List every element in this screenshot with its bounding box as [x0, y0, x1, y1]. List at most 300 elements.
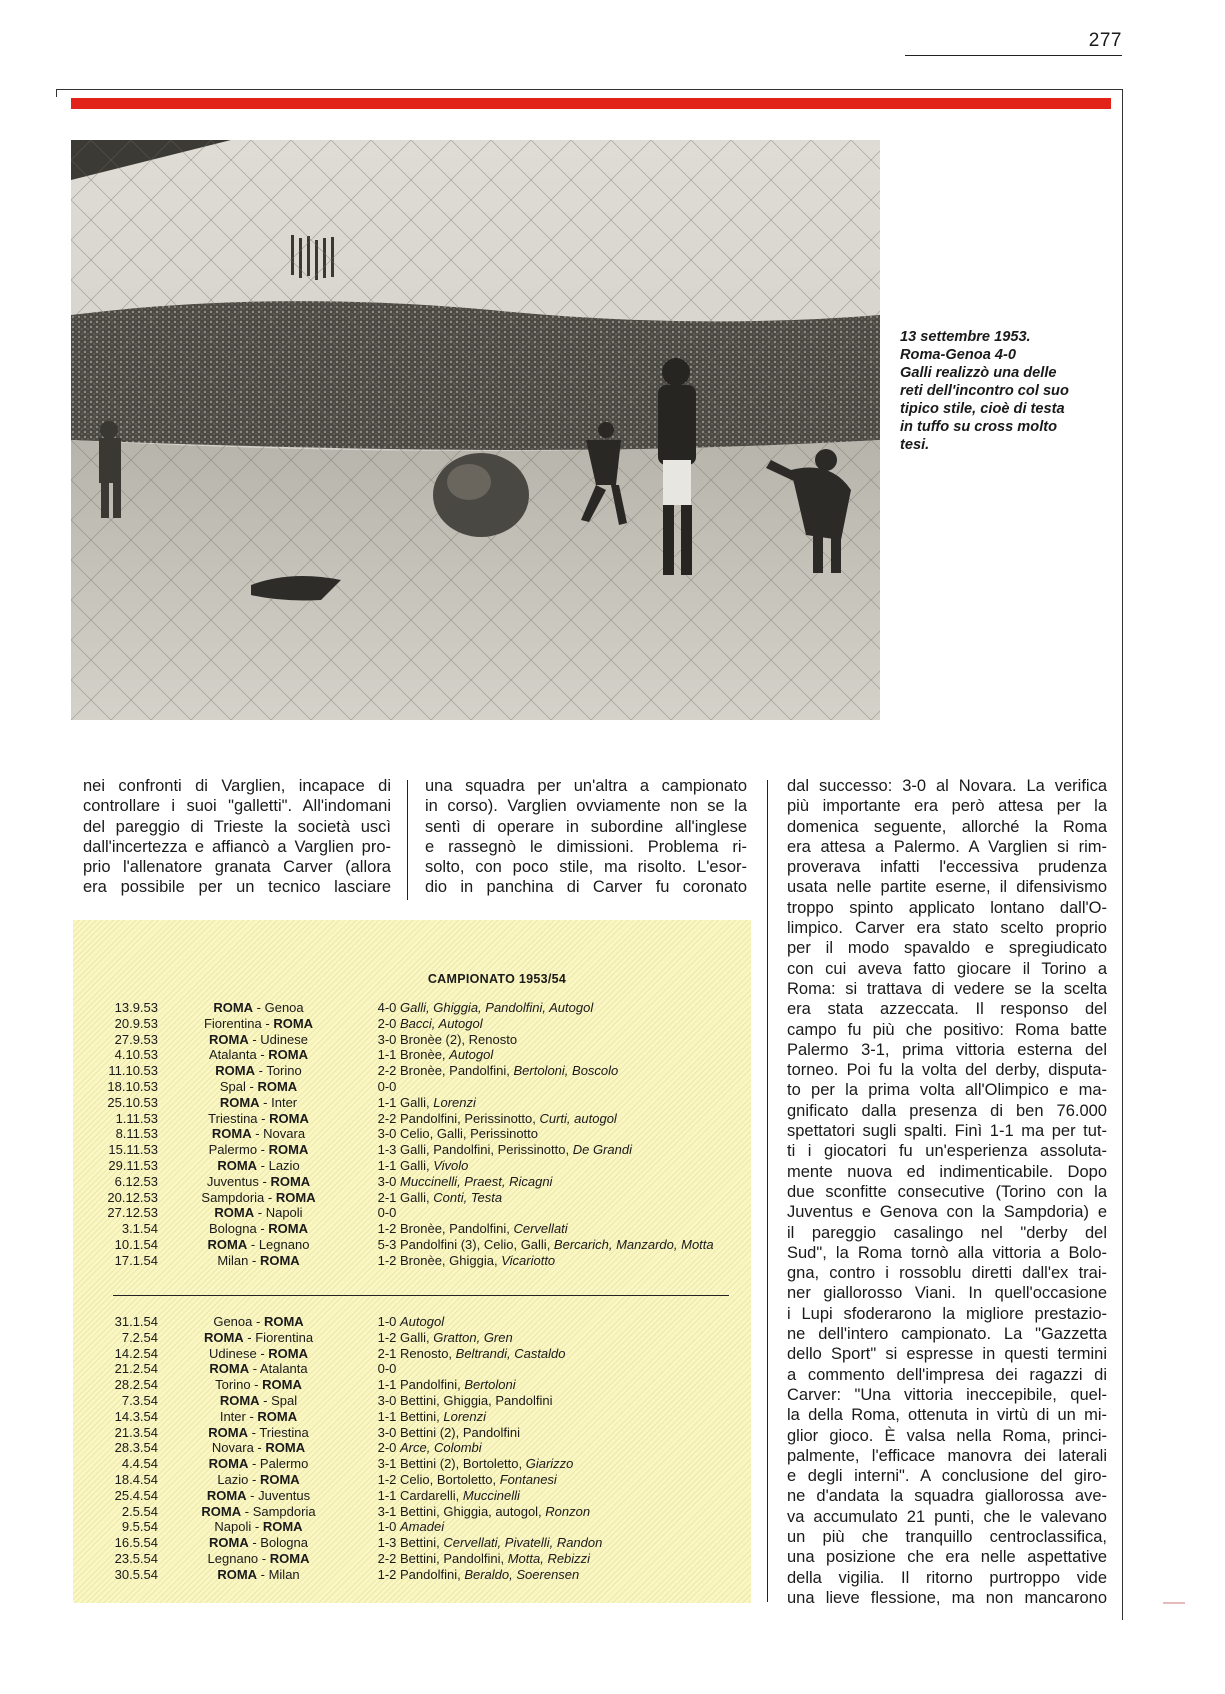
match-teams: Milan - ROMA — [217, 1252, 300, 1268]
match-teams: Novara - ROMA — [211, 1440, 306, 1456]
match-scorers: Bronèe, Pandolfini, Cervellati — [400, 1221, 568, 1237]
match-score: 1-3 — [377, 1142, 397, 1158]
table-row — [73, 1126, 751, 1142]
away-team: Milan — [268, 1566, 300, 1582]
home-team: Fiorentina — [203, 1015, 262, 1031]
away-team: Novara — [263, 1126, 306, 1142]
match-score: 5-3 — [377, 1236, 397, 1252]
match-scorers: Arce, Colombi — [400, 1440, 482, 1456]
table-row — [73, 1346, 751, 1362]
text-column-1 — [83, 776, 391, 898]
match-score: 0-0 — [377, 1078, 397, 1094]
table-row — [73, 1047, 751, 1063]
match-teams: ROMA - Napoli — [214, 1205, 303, 1221]
text-line: era stata azzeccata. Il responso del — [787, 1000, 1107, 1019]
match-score: 2-0 — [377, 1015, 397, 1031]
match-date: 21.3.54 — [114, 1424, 158, 1440]
match-score: 1-1 — [377, 1094, 397, 1110]
text-line: dal successo: 3-0 al Novara. La verifica — [787, 777, 1107, 795]
home-team: Torino — [215, 1377, 251, 1393]
table-row — [73, 1472, 751, 1488]
match-date: 6.12.53 — [114, 1173, 158, 1189]
match-date: 27.12.53 — [107, 1205, 158, 1221]
away-team: ROMA — [257, 1408, 298, 1424]
text-line: torneo. Poi fu la volta del derby, disputa- — [787, 1061, 1107, 1080]
match-teams: ROMA - Triestina — [208, 1424, 309, 1440]
home-team: ROMA — [209, 1031, 249, 1047]
away-team: ROMA — [262, 1519, 303, 1535]
table-row — [73, 1393, 751, 1409]
match-teams: Torino - ROMA — [215, 1377, 302, 1393]
home-team: Novara — [211, 1440, 254, 1456]
match-teams: ROMA - Palermo — [208, 1456, 309, 1472]
match-score: 2-1 — [377, 1189, 397, 1205]
text-line: palmente, l'efficace manovra dei laterali — [787, 1446, 1107, 1465]
match-date: 2.5.54 — [121, 1503, 158, 1519]
away-team: Sampdoria — [252, 1503, 316, 1519]
text-line: in corso). Varglien ovviamente non se la — [425, 797, 747, 816]
match-teams: Inter - ROMA — [219, 1408, 298, 1424]
home-team: ROMA — [207, 1236, 248, 1252]
match-date: 9.5.54 — [121, 1519, 158, 1535]
match-scorers: Bettini, Lorenzi — [400, 1408, 486, 1424]
home-team: Triestina — [208, 1110, 258, 1126]
match-date: 3.1.54 — [121, 1221, 158, 1237]
away-team: ROMA — [265, 1440, 306, 1456]
table-row — [73, 1567, 751, 1583]
match-date: 15.11.53 — [108, 1142, 158, 1158]
text-line: i Lupi sfoderarono la migliore prestazio- — [787, 1304, 1107, 1323]
away-team: Juventus — [258, 1487, 311, 1503]
match-scorers: Celio, Bortoletto, Fontanesi — [400, 1471, 557, 1487]
match-teams: ROMA - Lazio — [217, 1157, 300, 1173]
text-line: usata nelle partite eserne, il difensivismo — [787, 878, 1107, 897]
table-row — [73, 1488, 751, 1504]
text-line: del pareggio di Trieste la società uscì — [83, 817, 391, 836]
table-row — [73, 1330, 751, 1346]
home-team: ROMA — [208, 1456, 249, 1472]
match-score: 1-0 — [377, 1314, 397, 1329]
away-team: Fiorentina — [255, 1329, 314, 1345]
caption-line: tesi. — [900, 437, 930, 453]
match-teams: ROMA - Udinese — [209, 1031, 308, 1047]
away-team: Lazio — [268, 1157, 300, 1173]
match-date: 7.2.54 — [121, 1329, 158, 1345]
text-line: gna, contro i rossoblu diretti dall'ex trai- — [787, 1264, 1107, 1283]
table-row — [73, 1205, 751, 1221]
caption-line: in tuffo su cross molto — [900, 419, 1058, 435]
match-scorers: Celio, Galli, Perissinotto — [400, 1126, 538, 1142]
text-line: la della Roma, ottenuta in virtù di un mi- — [787, 1406, 1107, 1425]
table-row — [73, 1551, 751, 1567]
match-scorers: Galli, Conti, Testa — [400, 1189, 503, 1205]
away-team: Genoa — [264, 1000, 304, 1015]
match-score: 1-0 — [377, 1519, 397, 1535]
home-team: Atalanta — [209, 1047, 257, 1063]
text-line: spettatori sugli spalti. Finì 1-1 ma per tut- — [787, 1122, 1107, 1141]
match-scorers: Bronèe, Ghiggia, Vicariotto — [400, 1252, 556, 1268]
text-line: Juventus e Genova con la Sampdoria) e — [787, 1203, 1107, 1222]
match-scorers: Galli, Lorenzi — [400, 1094, 476, 1110]
match-scorers: Galli, Vivolo — [400, 1157, 469, 1173]
home-team: Spal — [219, 1078, 246, 1094]
table-row — [73, 1032, 751, 1048]
match-scorers: Autogol — [400, 1314, 445, 1329]
table-row — [73, 1504, 751, 1520]
match-score: 1-1 — [377, 1377, 397, 1393]
away-team: ROMA — [268, 1345, 308, 1361]
away-team: Napoli — [265, 1205, 303, 1221]
match-date: 29.11.53 — [108, 1157, 158, 1173]
away-team: ROMA — [268, 1221, 308, 1237]
home-team: Legnano — [207, 1550, 259, 1566]
match-date: 20.12.53 — [107, 1189, 158, 1205]
match-score: 2-2 — [377, 1550, 397, 1566]
text-line: glior gioco. È valsa nella Roma, princi- — [787, 1426, 1107, 1445]
match-date: 4.4.54 — [121, 1456, 158, 1472]
match-date: 16.5.54 — [114, 1535, 158, 1551]
match-date: 18.10.53 — [107, 1078, 158, 1094]
home-team: Napoli — [214, 1519, 252, 1535]
table-row — [73, 1063, 751, 1079]
away-team: ROMA — [257, 1078, 298, 1094]
text-line: solto, con poco stile, ma risolto. L'esor- — [425, 858, 747, 877]
home-team: ROMA — [203, 1329, 244, 1345]
text-line: due sconfitte consecutive (Torino con la — [787, 1182, 1107, 1201]
page-number-rule — [905, 55, 1122, 56]
home-team: ROMA — [209, 1361, 250, 1377]
match-score: 3-0 — [377, 1392, 397, 1408]
table-row — [73, 1016, 751, 1032]
match-date: 13.9.53 — [114, 1000, 158, 1015]
table-row — [73, 1190, 751, 1206]
caption-line: Galli realizzò una delle — [900, 365, 1057, 381]
away-team: Inter — [271, 1094, 298, 1110]
table-row — [73, 1425, 751, 1441]
text-line: una lieve flessione, ma non mancarono — [787, 1588, 1107, 1607]
match-date: 21.2.54 — [114, 1361, 158, 1377]
match-scorers: Pandolfini, Bertoloni — [400, 1377, 516, 1393]
match-teams: ROMA - Inter — [219, 1094, 298, 1110]
away-team: ROMA — [262, 1377, 302, 1393]
match-score: 2-0 — [377, 1440, 397, 1456]
text-line: una squadra per un'altra a campionato — [425, 777, 747, 795]
text-line: una posizione che era nelle aspettative — [787, 1548, 1107, 1567]
match-photo-illustration — [71, 140, 880, 720]
text-line: e degli interni". A conclusione del giro- — [787, 1467, 1107, 1486]
text-line: dio in panchina di Carver fu coronato — [425, 878, 747, 897]
match-teams: Legnano - ROMA — [207, 1550, 310, 1566]
match-date: 1.11.53 — [115, 1110, 158, 1126]
match-teams: ROMA - Sampdoria — [201, 1503, 316, 1519]
match-teams: Lazio - ROMA — [217, 1471, 300, 1487]
home-team: ROMA — [215, 1063, 255, 1079]
match-teams: Napoli - ROMA — [214, 1519, 303, 1535]
match-scorers: Bettini, Pandolfini, Motta, Rebizzi — [400, 1550, 591, 1566]
match-teams: Fiorentina - ROMA — [203, 1015, 314, 1031]
match-date: 17.1.54 — [114, 1252, 158, 1268]
away-team: Triestina — [259, 1424, 309, 1440]
home-team: Genoa — [213, 1314, 253, 1329]
home-team: ROMA — [209, 1535, 249, 1551]
match-teams: ROMA - Juventus — [206, 1487, 311, 1503]
match-teams: Bologna - ROMA — [209, 1221, 308, 1237]
table-row — [73, 1079, 751, 1095]
match-teams: Genoa - ROMA — [213, 1314, 304, 1329]
match-score: 1-1 — [377, 1408, 397, 1424]
match-score: 1-1 — [377, 1487, 397, 1503]
text-line: Carver: "Una vittoria ineccepibile, quel- — [787, 1385, 1107, 1404]
text-line: Sud", la Roma tornò alla vittoria a Bolo- — [787, 1243, 1107, 1262]
table-row — [73, 1095, 751, 1111]
table-row — [73, 1361, 751, 1377]
match-scorers: Pandolfini, Perissinotto, Curti, autogol — [400, 1110, 617, 1126]
home-team: Palermo — [208, 1142, 258, 1158]
match-teams: Spal - ROMA — [219, 1078, 298, 1094]
text-line: controllare i suoi "galletti". All'indomani — [83, 797, 391, 816]
home-team: ROMA — [217, 1157, 258, 1173]
text-line: a commento dell'impresa dei ragazzi di — [787, 1365, 1107, 1384]
match-teams: Juventus - ROMA — [206, 1173, 311, 1189]
away-team: Spal — [271, 1392, 298, 1408]
text-line: della vigilia. Il ritorno purtroppo vide — [787, 1568, 1107, 1587]
table-row — [73, 1111, 751, 1127]
match-scorers: Pandolfini, Beraldo, Soerensen — [400, 1566, 580, 1582]
table-row — [73, 1237, 751, 1253]
scan-mark — [1163, 1602, 1185, 1604]
table-title: CAMPIONATO 1953/54 — [427, 972, 567, 986]
championship-table — [73, 920, 751, 1603]
away-team: Bologna — [260, 1535, 308, 1551]
match-score: 2-1 — [377, 1345, 397, 1361]
table-row — [73, 1000, 751, 1016]
table-row — [73, 1174, 751, 1190]
text-line: Palermo 3-1, prima vittoria esterna del — [787, 1040, 1107, 1059]
match-scorers: Bettini, Ghiggia, autogol, Ronzon — [400, 1503, 591, 1519]
match-teams: Palermo - ROMA — [208, 1142, 309, 1158]
match-teams: ROMA - Spal — [219, 1392, 298, 1408]
match-score: 3-1 — [377, 1456, 397, 1472]
home-team: Sampdoria — [201, 1189, 265, 1205]
away-team: Atalanta — [259, 1361, 308, 1377]
text-line: un più che tranquillo centroclassifica, — [787, 1527, 1107, 1546]
match-scorers: Bacci, Autogol — [400, 1015, 483, 1031]
match-scorers: Pandolfini (3), Celio, Galli, Bercarich, Manzardo, Motta — [400, 1236, 714, 1252]
caption-line: Roma-Genoa 4-0 — [900, 347, 1016, 363]
away-team: ROMA — [270, 1173, 311, 1189]
match-teams: ROMA - Genoa — [213, 1000, 304, 1015]
match-teams: ROMA - Torino — [215, 1063, 302, 1079]
match-teams: ROMA - Fiorentina — [203, 1329, 314, 1345]
text-line: Roma: si trattava di vedere se la scelta — [787, 979, 1107, 998]
table-row — [73, 1519, 751, 1535]
match-photo — [71, 140, 880, 720]
match-teams: ROMA - Atalanta — [209, 1361, 308, 1377]
match-score: 1-1 — [377, 1047, 397, 1063]
match-score: 1-2 — [377, 1471, 397, 1487]
text-line: sentì di operare in subordine all'inglese — [425, 817, 747, 836]
match-date: 27.9.53 — [114, 1031, 158, 1047]
match-date: 28.2.54 — [114, 1377, 158, 1393]
photo-caption — [900, 328, 1100, 454]
match-scorers: Muccinelli, Praest, Ricagni — [400, 1173, 553, 1189]
match-date: 14.2.54 — [114, 1345, 158, 1361]
text-line: ner giallorosso Viani. In quell'occasione — [787, 1284, 1107, 1303]
match-date: 23.5.54 — [114, 1550, 158, 1566]
text-line: con cui aveva fatto giocare il Torino a — [787, 959, 1107, 978]
match-date: 28.3.54 — [114, 1440, 158, 1456]
match-scorers: Bettini, Ghiggia, Pandolfini — [400, 1392, 553, 1408]
page-number: 277 — [1088, 30, 1122, 51]
text-line: troppo spinto applicato lontano dall'O- — [787, 898, 1107, 917]
table-row — [73, 1158, 751, 1174]
match-score: 4-0 — [377, 1000, 397, 1015]
text-line: più importante era però attesa per la — [787, 797, 1107, 816]
match-score: 0-0 — [377, 1205, 397, 1221]
match-teams: ROMA - Milan — [217, 1566, 300, 1582]
match-score: 1-2 — [377, 1329, 397, 1345]
caption-line: tipico stile, cioè di testa — [900, 401, 1065, 417]
table-row — [73, 1440, 751, 1456]
match-date: 20.9.53 — [114, 1015, 158, 1031]
match-scorers: Bronèe (2), Renosto — [400, 1031, 518, 1047]
match-score: 2-2 — [377, 1063, 397, 1079]
match-scorers: Bettini, Cervellati, Pivatelli, Randon — [400, 1535, 603, 1551]
text-line: prio l'allenatore granata Carver (allora — [83, 858, 391, 877]
text-line: e rassegnò le dimissioni. Problema ri- — [425, 837, 747, 856]
home-team: ROMA — [213, 1000, 254, 1015]
away-team: ROMA — [259, 1471, 300, 1487]
table-row — [73, 1377, 751, 1393]
match-score: 3-1 — [377, 1503, 397, 1519]
match-date: 7.3.54 — [121, 1392, 158, 1408]
table-row — [73, 1253, 751, 1269]
column-divider — [407, 780, 408, 900]
away-team: ROMA — [273, 1015, 314, 1031]
away-team: ROMA — [269, 1110, 309, 1126]
table-row — [73, 1535, 751, 1551]
text-line: to per la prima volta all'Olimpico e ma- — [787, 1081, 1107, 1100]
text-line: dall'incertezza e affiancò a Varglien pro- — [83, 837, 391, 856]
match-score: 1-1 — [377, 1157, 397, 1173]
away-team: ROMA — [269, 1550, 310, 1566]
text-line: ne dell'intero campionato. La "Gazzetta — [787, 1325, 1107, 1344]
home-team: Inter — [219, 1408, 246, 1424]
match-teams: ROMA - Bologna — [209, 1535, 308, 1551]
text-line: proverava infatti l'eccessiva prudenza — [787, 858, 1107, 877]
home-team: ROMA — [206, 1487, 247, 1503]
home-team: Juventus — [206, 1173, 259, 1189]
match-scorers: Amadei — [400, 1519, 445, 1535]
home-team: ROMA — [201, 1503, 242, 1519]
match-score: 1-3 — [377, 1535, 397, 1551]
home-team: ROMA — [214, 1205, 255, 1221]
text-line: mente nuova ed indimenticabile. Dopo — [787, 1162, 1107, 1181]
text-line: il pareggio casalingo nel "derby del — [787, 1223, 1107, 1242]
match-score: 3-0 — [377, 1126, 397, 1142]
second-leg-results — [73, 1314, 751, 1583]
match-date: 31.1.54 — [114, 1314, 158, 1329]
match-scorers: Bronèe, Pandolfini, Bertoloni, Boscolo — [400, 1063, 619, 1079]
text-line: per il modo spavaldo e spregiudicato — [787, 939, 1107, 958]
column-divider — [767, 780, 768, 1602]
home-team: ROMA — [208, 1424, 248, 1440]
match-date: 4.10.53 — [114, 1047, 158, 1063]
match-scorers: Cardarelli, Muccinelli — [400, 1487, 520, 1503]
match-date: 25.4.54 — [114, 1487, 158, 1503]
match-scorers: Galli, Ghiggia, Pandolfini, Autogol — [400, 1000, 594, 1015]
text-line: limpico. Carver era stato scelto proprio — [787, 919, 1107, 938]
home-team: ROMA — [219, 1094, 260, 1110]
match-date: 14.3.54 — [114, 1408, 158, 1424]
away-team: ROMA — [268, 1047, 308, 1063]
match-score: 3-0 — [377, 1173, 397, 1189]
match-teams: Atalanta - ROMA — [209, 1047, 308, 1063]
text-line: ti i giocatori fu un'esperienza assoluta- — [787, 1142, 1107, 1161]
match-score: 0-0 — [377, 1361, 397, 1377]
home-team: Bologna — [209, 1221, 257, 1237]
caption-line: 13 settembre 1953. — [900, 329, 1031, 345]
away-team: Legnano — [258, 1236, 310, 1252]
match-teams: Udinese - ROMA — [209, 1345, 308, 1361]
home-team: ROMA — [217, 1566, 258, 1582]
text-line: gnificato dalla presenza di ben 76.000 — [787, 1101, 1107, 1120]
match-score: 3-0 — [377, 1031, 397, 1047]
match-teams: ROMA - Legnano — [207, 1236, 310, 1252]
text-line: ne d'andata la squadra giallorossa ave- — [787, 1487, 1107, 1506]
match-scorers: Bronèe, Autogol — [400, 1047, 494, 1063]
text-line: domenica seguente, allorché la Roma — [787, 817, 1107, 836]
home-team: Lazio — [217, 1471, 249, 1487]
text-line: nei confronti di Varglien, incapace di — [83, 777, 391, 795]
home-team: Milan — [217, 1252, 249, 1268]
match-date: 10.1.54 — [114, 1236, 158, 1252]
table-row — [73, 1456, 751, 1472]
match-score: 1-2 — [377, 1221, 397, 1237]
text-line: va accumulato 21 punti, che le valevano — [787, 1507, 1107, 1526]
home-team: Udinese — [209, 1345, 257, 1361]
text-line: dello Sport" si espresse in questi termini — [787, 1345, 1107, 1364]
first-leg-results — [73, 1000, 751, 1269]
match-date: 11.10.53 — [108, 1063, 158, 1079]
away-team: Palermo — [259, 1456, 309, 1472]
match-teams: Triestina - ROMA — [208, 1110, 309, 1126]
text-line: campo fu più che positivo: Roma batte — [787, 1020, 1107, 1039]
match-scorers: Galli, Pandolfini, Perissinotto, De Grandi — [400, 1142, 632, 1158]
match-date: 18.4.54 — [114, 1471, 158, 1487]
match-scorers: Galli, Gratton, Gren — [400, 1329, 513, 1345]
table-row — [73, 1314, 751, 1330]
match-date: 30.5.54 — [114, 1566, 158, 1582]
away-team: ROMA — [268, 1142, 309, 1158]
red-header-band — [71, 98, 1111, 109]
table-separator — [113, 1295, 729, 1296]
home-team: ROMA — [219, 1392, 260, 1408]
table-row — [73, 1221, 751, 1237]
match-teams: Sampdoria - ROMA — [201, 1189, 316, 1205]
text-line: era possibile per un tecnico lasciare — [83, 878, 391, 897]
away-team: ROMA — [275, 1189, 316, 1205]
text-line: era attesa a Palermo. A Varglien si rim- — [787, 837, 1107, 856]
table-row — [73, 1142, 751, 1158]
match-score: 2-2 — [377, 1110, 397, 1126]
match-date: 25.10.53 — [107, 1094, 158, 1110]
text-column-2 — [425, 776, 747, 898]
match-scorers: Renosto, Beltrandi, Castaldo — [400, 1345, 566, 1361]
away-team: Torino — [266, 1063, 302, 1079]
match-teams: ROMA - Novara — [211, 1126, 306, 1142]
match-scorers: Bettini (2), Pandolfini — [400, 1424, 520, 1440]
